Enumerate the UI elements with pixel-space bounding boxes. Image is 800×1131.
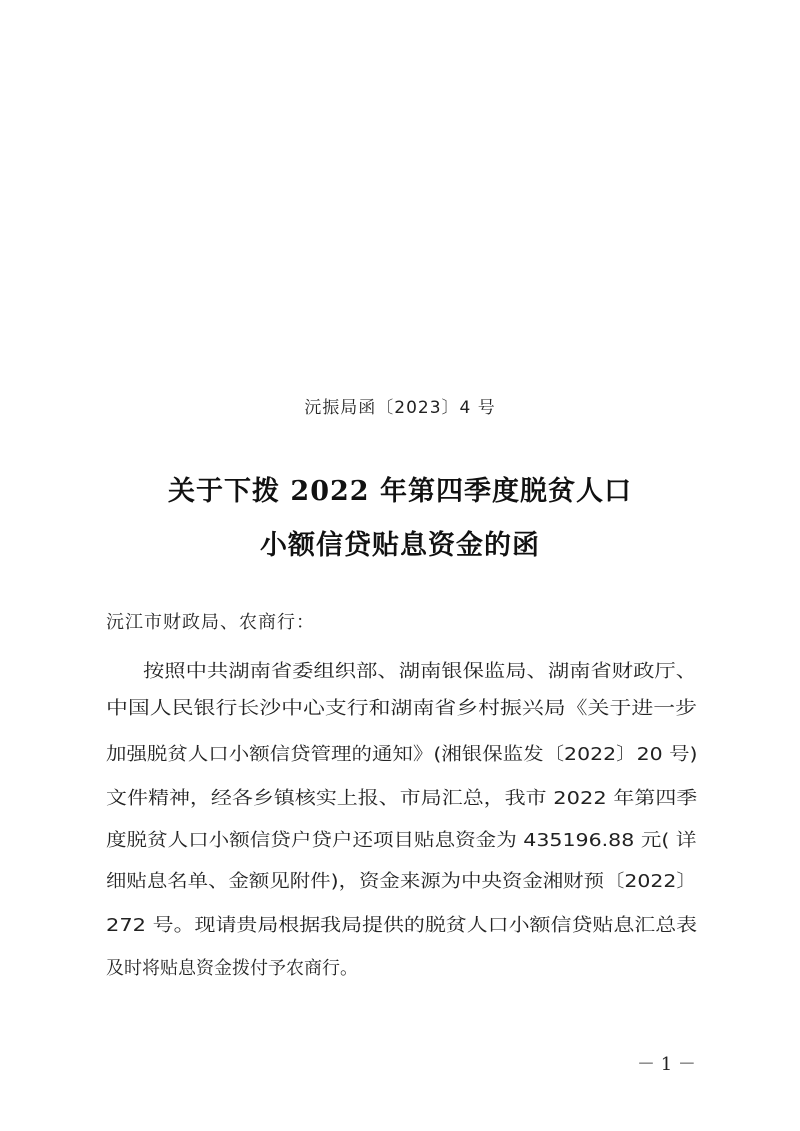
page-number: － 1 －: [637, 1054, 696, 1075]
body-line-5: 度脱贫人口小额信贷户贷户还项目贴息资金为 435196.88 元( 详: [106, 830, 697, 851]
salutation: 沅江市财政局、农商行：: [106, 612, 315, 633]
body-line-2: 中国人民银行长沙中心支行和湖南省乡村振兴局《关于进一步: [106, 698, 697, 719]
body-line-7: 272 号。现请贵局根据我局提供的脱贫人口小额信贷贴息汇总表: [106, 915, 698, 936]
body-line-6: 细贴息名单、金额见附件)，资金来源为中央资金湘财预〔2022〕: [106, 871, 697, 892]
document-title-line-2: 小额信贷贴息资金的函: [260, 530, 540, 561]
body-line-1: 按照中共湖南省委组织部、湖南银保监局、湖南省财政厅、: [143, 661, 697, 682]
body-line-3: 加强脱贫人口小额信贷管理的通知》(湘银保监发〔2022〕20 号): [106, 744, 698, 765]
body-line-8: 及时将贴息资金拨付予农商行。: [106, 958, 358, 979]
document-title-line-1: 关于下拨 2022 年第四季度脱贫人口: [168, 476, 632, 507]
body-line-4: 文件精神，经各乡镇核实上报、市局汇总，我市 2022 年第四季: [106, 788, 698, 809]
document-number: 沅振局函〔2023〕4 号: [304, 398, 496, 418]
